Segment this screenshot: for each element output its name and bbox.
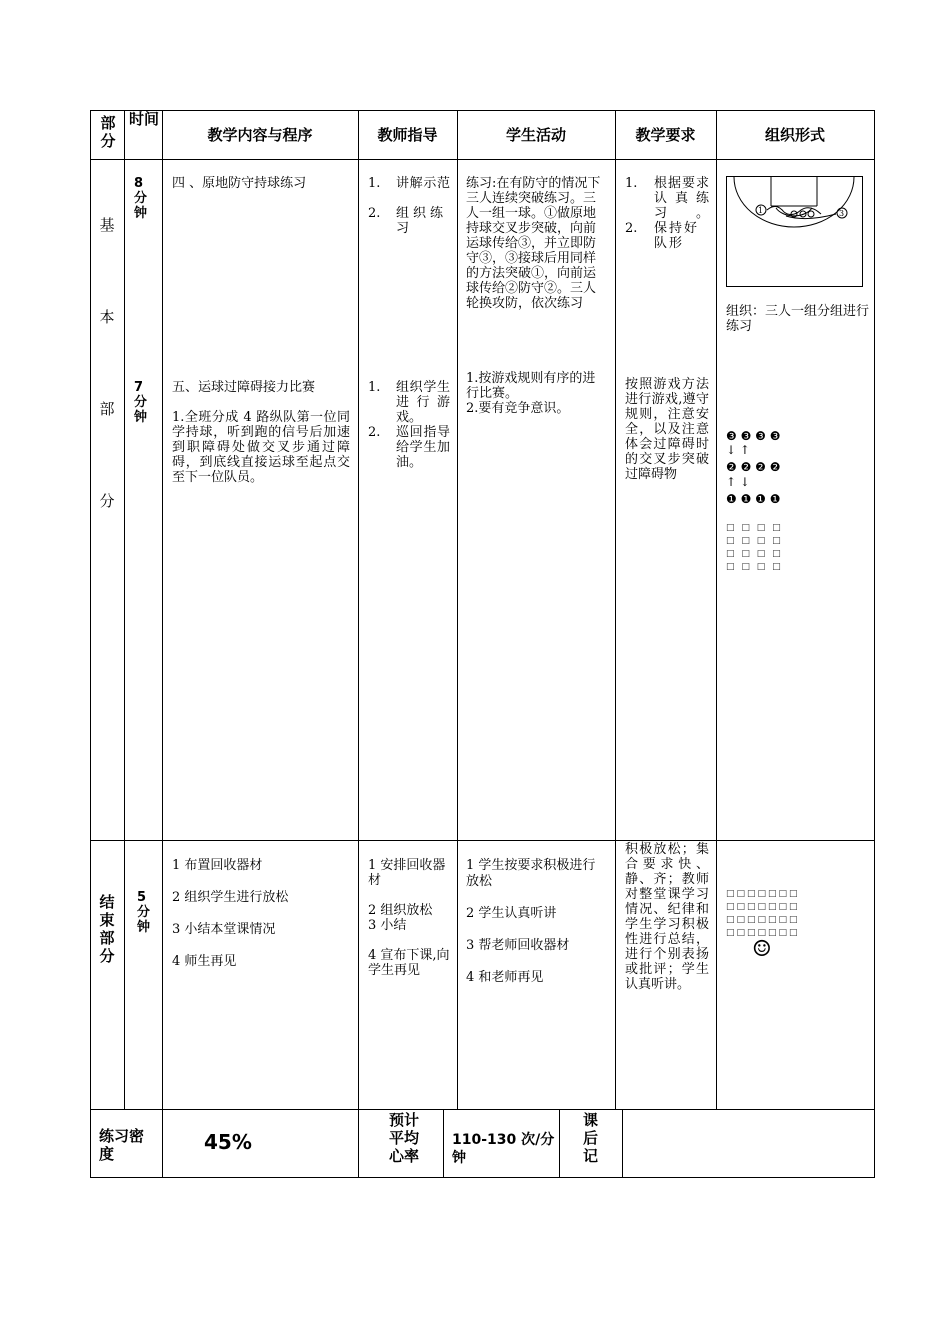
court-diagram [726,176,864,288]
border-left [90,110,91,1178]
row2-teacher-num-1: 1. [368,380,381,395]
row1-req-2: 保持好队形 [654,221,700,251]
footer-divider [90,1109,875,1110]
row2-requirements: 按照游戏方法进行游戏,遵守规则，注意安全，以及注意体会过障碍时的交叉步突破过障碍物 [625,377,709,482]
time-8: 8分钟 [134,176,148,221]
header-requirement: 教学要求 [635,126,696,144]
header-organization: 组织形式 [764,126,825,144]
after-class-notes-label: 课后记 [583,1111,599,1165]
header-time: 时间 [128,110,159,128]
end-teacher: 1 安排回收器材 2 组织放松 3 小结 4 宣布下课,向学生再见 [368,858,450,978]
footer-divider-b [559,1109,560,1178]
row1-teacher-num-1: 1. [368,176,381,191]
row2-teacher-1: 组织学生进行游戏。 [396,380,450,425]
student-formation-grid-2: □□□□□□□ □□□□□□□ □□□□□□□ □□□□□□□ [726,889,800,938]
row2-title: 五、运球过障碍接力比赛 [172,380,316,395]
border-right [874,110,875,1178]
practice-density-label: 练习密度 [99,1127,145,1163]
end-student: 1 学生按要求积极进行放松 2 学生认真听讲 3 帮老师回收器材 4 和老师再见 [466,858,596,985]
player-row-1: ❶ ❶ ❶ ❶ [726,492,781,506]
section-basic-char-1: 基 [99,216,115,234]
footer-divider-a [443,1109,444,1178]
section-basic-char-3: 部 [99,400,115,418]
section-end: 结束部分 [99,893,115,965]
row1-req-1: 根据要求认真练习。 [654,176,709,221]
header-content: 教学内容与程序 [207,126,313,144]
smiley-icon: ☺ [752,937,772,962]
player-row-3: ❸ ❸ ❸ ❸ [726,429,781,443]
header-divider [90,159,875,160]
time-5: 5分钟 [137,890,151,935]
end-requirements: 积极放松；集合要求快、静、齐；教师对整堂课学习情况、纪律和学生学习积极性进行总结，进行个别表扬或批评；学生认真听讲。 [625,842,709,992]
col-divider-5 [615,110,616,1110]
end-content: 1 布置回收器材 2 组织学生进行放松 3 小结本堂课情况 4 师生再见 [172,858,289,969]
col-divider-6 [716,110,717,1110]
col-divider-3 [358,110,359,1178]
section-basic-char-2: 本 [99,308,115,326]
row2-teacher-num-2: 2. [368,425,381,440]
col-divider-1 [124,110,125,1110]
col-divider-2 [162,110,163,1178]
arrow-row-a: ↓ ↑ [726,443,750,457]
heart-rate-value: 110-130 次/分钟 [452,1132,555,1166]
arrow-row-b: ↑ ↓ [726,475,750,489]
row2-student: 1.按游戏规则有序的进行比赛。 2.要有竞争意识。 [466,371,596,416]
heart-rate-label: 预计平均心率 [388,1111,419,1165]
border-bottom [90,1177,875,1178]
row1-req-num-2: 2. [625,221,638,236]
header-teacher: 教师指导 [377,126,438,144]
header-section: 部分 [100,114,116,150]
row1-student: 练习:在有防守的情况下三人连续突破练习。三人一组一球。①做原地持球交叉步突破，向前运球传给③，并立即防守③，③接球后用同样的方法突破①，向前运球传给②防守②。三人轮换攻防，依次练习 [466,176,601,311]
header-student: 学生活动 [505,126,566,144]
svg-text:3: 3 [839,209,845,218]
practice-density-value: 45% [204,1130,252,1154]
section-basic-char-4: 分 [99,492,115,510]
row2-content: 1.全班分成 4 路纵队第一位同学持球，听到跑的信号后加速到职障碍处做交叉步通过障碍，到底线直接运球至起点交至下一位队员。 [172,410,350,485]
row1-organization: 组织：三人一组分组进行练习 [726,304,870,334]
row2-teacher-2: 巡回指导给学生加油。 [396,425,450,470]
row1-teacher-1: 讲解示范 [396,176,450,191]
section-divider [90,840,875,841]
player-row-2: ❷ ❷ ❷ ❷ [726,460,781,474]
col-divider-4 [457,110,458,1110]
border-top [90,110,875,111]
time-7: 7分钟 [134,380,148,425]
svg-text:1: 1 [758,206,764,215]
row1-content: 四 、原地防守持球练习 [172,176,307,191]
student-formation-grid-1: □ □ □ □ □ □ □ □ □ □ □ □ □ □ □ □ [726,523,783,572]
row1-teacher-2: 组织练习 [396,206,448,236]
footer-divider-c [622,1109,623,1178]
row1-req-num-1: 1. [625,176,638,191]
row1-teacher-num-2: 2. [368,206,381,221]
